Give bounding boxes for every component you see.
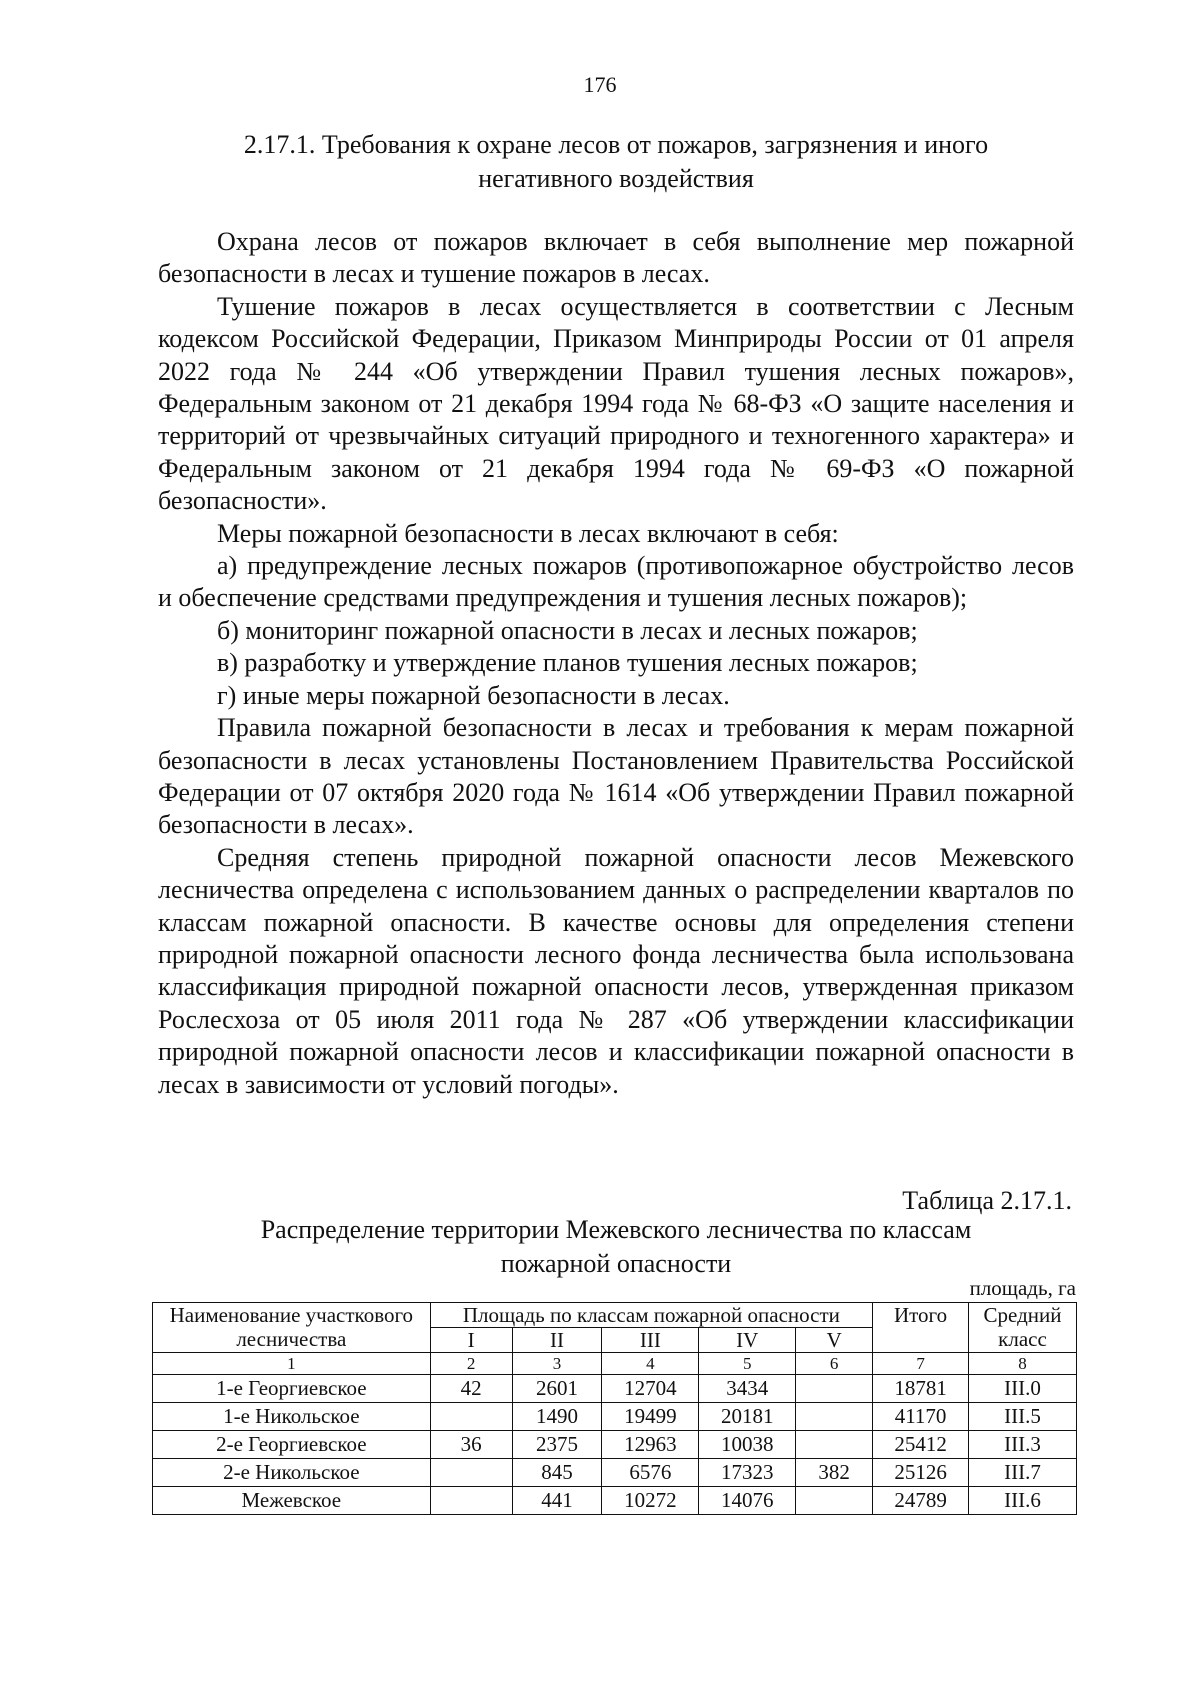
cell-total: 25126 xyxy=(873,1459,969,1487)
cell-district: 1-е Георгиевское xyxy=(153,1375,431,1403)
cell-class-3: 19499 xyxy=(602,1403,699,1431)
cell-class-1: 36 xyxy=(430,1431,512,1459)
header-class: II xyxy=(512,1328,602,1353)
cell-avg-class: III.5 xyxy=(969,1403,1077,1431)
header-class: I xyxy=(430,1328,512,1353)
table-row xyxy=(153,1375,1077,1403)
cell-total: 24789 xyxy=(873,1487,969,1515)
cell-district: Межевское xyxy=(153,1487,431,1515)
cell-class-4: 10038 xyxy=(699,1431,796,1459)
column-number: 4 xyxy=(602,1353,699,1375)
cell-class-3: 12963 xyxy=(602,1431,699,1459)
cell-class-1 xyxy=(430,1403,512,1431)
header-total: Итого xyxy=(873,1303,969,1353)
cell-class-1: 42 xyxy=(430,1375,512,1403)
header-area-group: Площадь по классам пожарной опасности xyxy=(430,1303,872,1328)
column-number: 7 xyxy=(873,1353,969,1375)
cell-class-3: 10272 xyxy=(602,1487,699,1515)
list-item: а) предупреждение лесных пожаров (противопожарное обустройство лесов и обеспечение средствами предупреждения и тушения лесных пожаров); xyxy=(158,551,1074,613)
table-row xyxy=(153,1487,1077,1515)
header-class: V xyxy=(796,1328,873,1353)
cell-avg-class: III.0 xyxy=(969,1375,1077,1403)
column-number: 3 xyxy=(512,1353,602,1375)
cell-class-4: 17323 xyxy=(699,1459,796,1487)
header-name: Наименование участкового лесничества xyxy=(153,1303,431,1353)
cell-total: 41170 xyxy=(873,1403,969,1431)
table-row xyxy=(153,1431,1077,1459)
table-units: площадь, га xyxy=(969,1276,1076,1300)
cell-district: 2-е Никольское xyxy=(153,1459,431,1487)
paragraph: Правила пожарной безопасности в лесах и требования к мерам пожарной безопасности в лесах установлены Постановлением Правительства Российской Федерации от 07 октября 2020 года № 1614 «Об утверждении Правил пожарной безопасности в лесах». xyxy=(158,713,1074,840)
cell-avg-class: III.3 xyxy=(969,1431,1077,1459)
header-avg-class: Средний класс xyxy=(969,1303,1077,1353)
cell-class-4: 14076 xyxy=(699,1487,796,1515)
paragraph: Меры пожарной безопасности в лесах включают в себя: xyxy=(217,518,839,548)
body-text xyxy=(158,226,1074,1101)
header-class: III xyxy=(602,1328,699,1353)
cell-class-3: 12704 xyxy=(602,1375,699,1403)
cell-class-4: 3434 xyxy=(699,1375,796,1403)
cell-district: 1-е Никольское xyxy=(153,1403,431,1431)
cell-class-5 xyxy=(796,1375,873,1403)
table-caption: Таблица 2.17.1. xyxy=(902,1186,1072,1215)
cell-class-5 xyxy=(796,1431,873,1459)
cell-class-1 xyxy=(430,1487,512,1515)
cell-class-2: 2601 xyxy=(512,1375,602,1403)
list-item: б) мониторинг пожарной опасности в лесах и лесных пожаров; xyxy=(217,615,918,645)
column-number: 6 xyxy=(796,1353,873,1375)
paragraph: Средняя степень природной пожарной опасности лесов Межевского лесничества определена с использованием данных о распределении кварталов по классам пожарной опасности. В качестве основы для определения степени природной пожарной опасности лесного фонда лесничества была использована классификация природной пожарной опасности лесов, утвержденная приказом Рослесхоза от 05 июля 2011 года № 287 «Об утверждении классификации природной пожарной опасности лесов и классификации пожарной опасности в лесах в зависимости от условий погоды». xyxy=(158,842,1074,1099)
cell-class-4: 20181 xyxy=(699,1403,796,1431)
cell-total: 25412 xyxy=(873,1431,969,1459)
cell-avg-class: III.7 xyxy=(969,1459,1077,1487)
column-number: 8 xyxy=(969,1353,1077,1375)
fire-class-table xyxy=(152,1302,1077,1515)
paragraph: Охрана лесов от пожаров включает в себя выполнение мер пожарной безопасности в лесах и тушение пожаров в лесах. xyxy=(158,227,1074,289)
cell-total: 18781 xyxy=(873,1375,969,1403)
cell-class-5 xyxy=(796,1403,873,1431)
cell-class-5 xyxy=(796,1487,873,1515)
header-class: IV xyxy=(699,1328,796,1353)
cell-class-3: 6576 xyxy=(602,1459,699,1487)
cell-class-2: 845 xyxy=(512,1459,602,1487)
cell-avg-class: III.6 xyxy=(969,1487,1077,1515)
table-row xyxy=(153,1459,1077,1487)
cell-class-2: 1490 xyxy=(512,1403,602,1431)
cell-class-1 xyxy=(430,1459,512,1487)
cell-district: 2-е Георгиевское xyxy=(153,1431,431,1459)
paragraph: Тушение пожаров в лесах осуществляется в соответствии с Лесным кодексом Российской Федерации, Приказом Минприроды России от 01 апреля 2022 года № 244 «Об утверждении Правил тушения лесных пожаров», Федеральным законом от 21 декабря 1994 года № 68-ФЗ «О защите населения и территорий от чрезвычайных ситуаций природного и техногенного характера» и Федеральным законом от 21 декабря 1994 года № 69-ФЗ «О пожарной безопасности». xyxy=(158,291,1074,516)
section-heading: 2.17.1. Требования к охране лесов от пожаров, загрязнения и иного негативного воздействия xyxy=(243,130,989,193)
list-item: в) разработку и утверждение планов тушения лесных пожаров; xyxy=(217,648,918,678)
column-number: 1 xyxy=(153,1353,431,1375)
cell-class-2: 2375 xyxy=(512,1431,602,1459)
table-title: Распределение территории Межевского лесничества по классам пожарной опасности xyxy=(260,1215,972,1278)
list-item: г) иные меры пожарной безопасности в лесах. xyxy=(217,680,730,710)
cell-class-5: 382 xyxy=(796,1459,873,1487)
page-number: 176 xyxy=(583,72,617,97)
column-number: 5 xyxy=(699,1353,796,1375)
column-number: 2 xyxy=(430,1353,512,1375)
cell-class-2: 441 xyxy=(512,1487,602,1515)
table-row xyxy=(153,1403,1077,1431)
